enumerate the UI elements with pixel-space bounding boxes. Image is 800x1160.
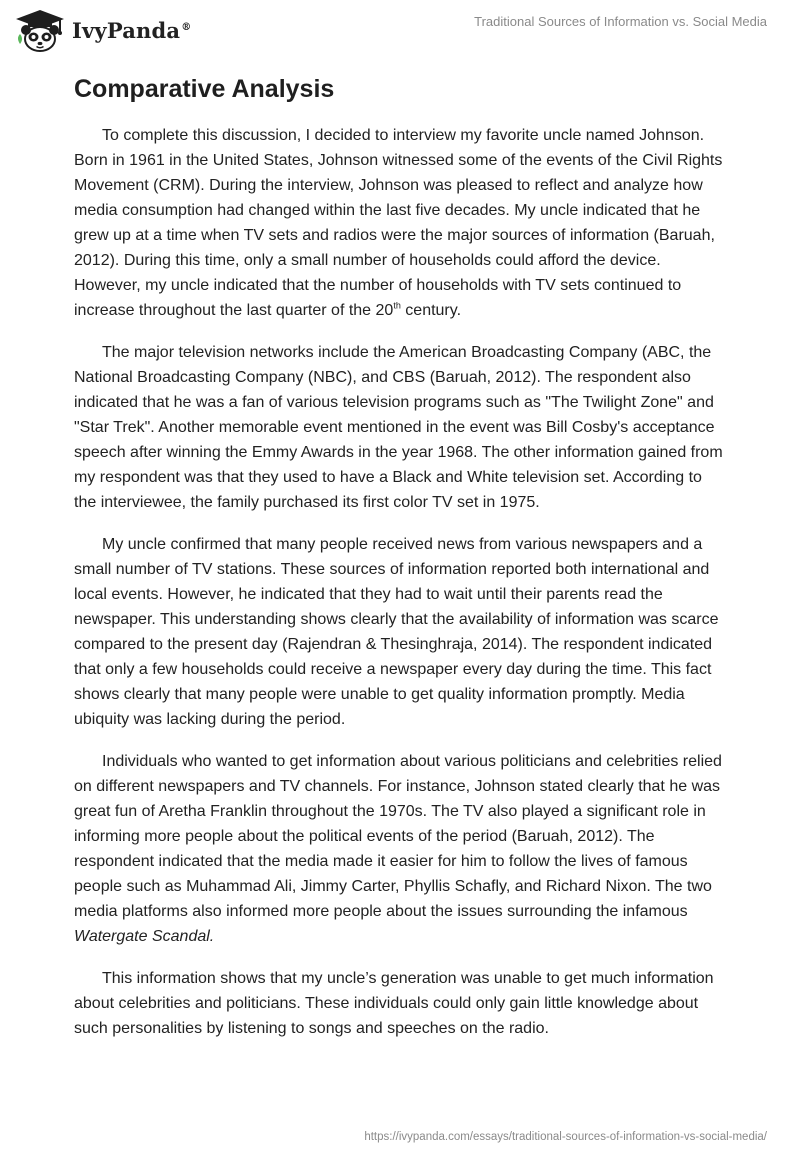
paragraph-5: This information shows that my uncle’s generation was unable to get much information about celebrities and politicians. These individuals could only gain little knowledge about such personalities by listening to songs and speeches on the radio. [74, 970, 714, 1037]
source-url-link[interactable]: https://ivypanda.com/essays/traditional-sources-of-information-vs-social-media/ [364, 1131, 767, 1143]
section-heading: Comparative Analysis [74, 75, 335, 103]
brand-name: IvyPanda® [72, 17, 192, 43]
ordinal-superscript: th [393, 300, 401, 311]
paragraph-4: Individuals who wanted to get information about various politicians and celebrities relied on different newspapers and TV channels. For instance, Johnson stated clearly that he was great fun of Aretha Franklin throughout the 1970s. The TV also played a significant role in informing more people about the political events of the period (Baruah, 2012). The respondent indicated that the media made it easier for him to follow the lives of famous people such as Muhammad Ali, Jimmy Carter, Phyllis Schafly, and Richard Nixon. The two media platforms also informed more people about the issues surrounding the infamous Watergate Scandal. [74, 753, 722, 945]
document-running-title: Traditional Sources of Information vs. Social Media [474, 14, 767, 29]
trademark-symbol: ® [181, 21, 192, 33]
panda-graduate-icon [14, 8, 66, 52]
ivypanda-logo[interactable] [14, 8, 191, 52]
paragraph-2: The major television networks include the American Broadcasting Company (ABC, the National Broadcasting Company (NBC), and CBS (Baruah, 2012). The respondent also indicated that he was a fan of various television programs such as "The Twilight Zone" and "Star Trek". Another memorable event mentioned in the event was Bill Cosby's acceptance speech after winning the Emmy Awards in the year 1968. The other information gained from my respondent was that they used to have a Black and White television set. According to the interviewee, the family purchased its first color TV set in 1975. [74, 344, 723, 511]
paragraph-1: To complete this discussion, I decided to interview my favorite uncle named Johnson. Born in 1961 in the United States, Johnson witnessed some of the events of the Civil Rights Movement (CRM). During the interview, Johnson was pleased to reflect and analyze how media consumption had changed within the last five decades. My uncle indicated that he grew up at a time when TV sets and radios were the major sources of information (Baruah, 2012). During this time, only a small number of households could afford the device. However, my uncle indicated that the number of households with TV sets continued to increase throughout the last quarter of the 20th century. [74, 127, 723, 319]
essay-content [74, 70, 724, 1058]
paragraph-3: My uncle confirmed that many people received news from various newspapers and a small number of TV stations. These sources of information reported both international and local events. However, he indicated that they had to wait until their parents read the newspaper. This understanding shows clearly that the availability of information was scarce compared to the present day (Rajendran & Thesinghraja, 2014). The respondent indicated that only a few households could receive a newspaper every day during the time. This fact shows clearly that many people were unable to get quality information promptly. Media ubiquity was lacking during the period. [74, 536, 719, 728]
italic-title: Watergate Scandal. [74, 928, 215, 945]
page-header [0, 0, 800, 60]
paragraph-list [74, 123, 724, 1041]
